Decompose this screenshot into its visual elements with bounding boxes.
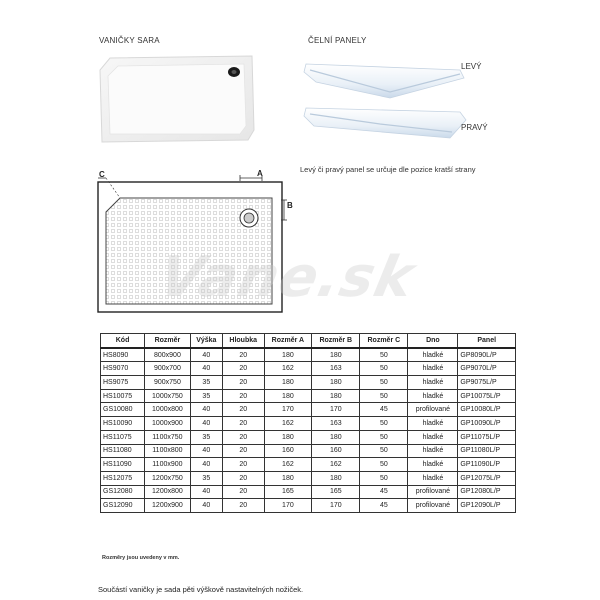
table-cell: GP9075L/P xyxy=(458,376,516,390)
table-cell: 180 xyxy=(312,376,360,390)
table-row xyxy=(101,444,516,458)
table-cell: 1200x750 xyxy=(145,471,191,485)
table-cell: 163 xyxy=(312,417,360,431)
table-row xyxy=(101,362,516,376)
table-cell: 40 xyxy=(190,417,222,431)
table-cell: 50 xyxy=(360,444,408,458)
table-cell: GP11080L/P xyxy=(458,444,516,458)
panel-right-label: PRAVÝ xyxy=(461,123,488,132)
table-cell: 20 xyxy=(222,471,264,485)
table-cell: 20 xyxy=(222,430,264,444)
table-cell: 40 xyxy=(190,499,222,513)
table-cell: 40 xyxy=(190,403,222,417)
table-cell: 180 xyxy=(312,430,360,444)
table-cell: 800x900 xyxy=(145,348,191,362)
table-cell: HS11090 xyxy=(101,458,145,472)
table-cell: hladké xyxy=(408,444,458,458)
table-cell: 165 xyxy=(312,485,360,499)
header-cell: Kód xyxy=(101,334,145,348)
table-cell: 50 xyxy=(360,362,408,376)
table-cell: hladké xyxy=(408,362,458,376)
table-cell: 45 xyxy=(360,499,408,513)
table-cell: HS9070 xyxy=(101,362,145,376)
table-cell: 20 xyxy=(222,376,264,390)
header-cell: Rozměr A xyxy=(264,334,312,348)
table-cell: 50 xyxy=(360,430,408,444)
table-cell: 1000x750 xyxy=(145,389,191,403)
table-cell: 180 xyxy=(312,389,360,403)
table-cell: 162 xyxy=(312,458,360,472)
table-cell: GP12075L/P xyxy=(458,471,516,485)
table-cell: 20 xyxy=(222,499,264,513)
table-cell: HS10090 xyxy=(101,417,145,431)
table-cell: 1200x800 xyxy=(145,485,191,499)
table-cell: 20 xyxy=(222,348,264,362)
table-cell: profilované xyxy=(408,403,458,417)
table-cell: hladké xyxy=(408,471,458,485)
table-cell: 50 xyxy=(360,376,408,390)
table-cell: hladké xyxy=(408,458,458,472)
dimension-c-label: C xyxy=(99,170,105,179)
panel-caption: Levý či pravý panel se určuje dle pozice kratší strany xyxy=(300,165,476,174)
header-cell: Rozměr C xyxy=(360,334,408,348)
table-cell: GS10080 xyxy=(101,403,145,417)
table-row xyxy=(101,430,516,444)
table-cell: GP10080L/P xyxy=(458,403,516,417)
spec-table xyxy=(100,333,516,513)
table-cell: 162 xyxy=(264,458,312,472)
table-cell: 180 xyxy=(312,471,360,485)
table-cell: 20 xyxy=(222,417,264,431)
table-cell: 50 xyxy=(360,348,408,362)
header-cell: Rozměr B xyxy=(312,334,360,348)
table-cell: hladké xyxy=(408,376,458,390)
table-cell: 170 xyxy=(264,403,312,417)
table-cell: HS10075 xyxy=(101,389,145,403)
table-cell: 170 xyxy=(312,499,360,513)
table-cell: 163 xyxy=(312,362,360,376)
table-cell: 180 xyxy=(264,348,312,362)
watermark: Vane.sk xyxy=(153,245,421,310)
table-cell: 1100x800 xyxy=(145,444,191,458)
table-row xyxy=(101,471,516,485)
table-row xyxy=(101,376,516,390)
table-cell: GS12080 xyxy=(101,485,145,499)
table-cell: 1200x900 xyxy=(145,499,191,513)
table-row xyxy=(101,499,516,513)
tray-title: VANIČKY SARA xyxy=(99,36,160,45)
table-cell: 20 xyxy=(222,444,264,458)
header-cell: Výška xyxy=(190,334,222,348)
table-cell: GP11075L/P xyxy=(458,430,516,444)
dimension-b-label: B xyxy=(287,201,293,210)
table-cell: 40 xyxy=(190,362,222,376)
table-cell: 20 xyxy=(222,485,264,499)
table-cell: GP10090L/P xyxy=(458,417,516,431)
table-cell: 170 xyxy=(264,499,312,513)
table-cell: 180 xyxy=(312,348,360,362)
table-cell: 165 xyxy=(264,485,312,499)
table-cell: 180 xyxy=(264,430,312,444)
table-cell: 1000x900 xyxy=(145,417,191,431)
table-cell: 160 xyxy=(312,444,360,458)
table-header-row xyxy=(101,334,516,348)
table-cell: 40 xyxy=(190,458,222,472)
table-cell: 1000x800 xyxy=(145,403,191,417)
table-cell: GP10075L/P xyxy=(458,389,516,403)
table-cell: HS9075 xyxy=(101,376,145,390)
table-cell: 170 xyxy=(312,403,360,417)
header-cell: Hloubka xyxy=(222,334,264,348)
table-row xyxy=(101,389,516,403)
panels-title: ČELNÍ PANELY xyxy=(308,36,367,45)
table-cell: profilované xyxy=(408,499,458,513)
front-panels-photo xyxy=(300,48,470,153)
table-cell: hladké xyxy=(408,417,458,431)
table-cell: 35 xyxy=(190,376,222,390)
header-cell: Dno xyxy=(408,334,458,348)
table-cell: HS11075 xyxy=(101,430,145,444)
table-cell: 40 xyxy=(190,444,222,458)
table-cell: 45 xyxy=(360,403,408,417)
table-cell: GP12090L/P xyxy=(458,499,516,513)
table-cell: HS12075 xyxy=(101,471,145,485)
table-cell: profilované xyxy=(408,485,458,499)
table-cell: 180 xyxy=(264,471,312,485)
table-cell: 162 xyxy=(264,362,312,376)
shower-tray-photo xyxy=(98,50,258,146)
table-cell: 20 xyxy=(222,362,264,376)
table-row xyxy=(101,403,516,417)
table-cell: GP8090L/P xyxy=(458,348,516,362)
table-cell: 50 xyxy=(360,389,408,403)
table-cell: 900x700 xyxy=(145,362,191,376)
header-cell: Panel xyxy=(458,334,516,348)
table-cell: 45 xyxy=(360,485,408,499)
table-cell: 180 xyxy=(264,376,312,390)
table-row xyxy=(101,458,516,472)
table-cell: 40 xyxy=(190,485,222,499)
table-row xyxy=(101,485,516,499)
table-cell: 40 xyxy=(190,348,222,362)
table-cell: 50 xyxy=(360,458,408,472)
table-cell: 1100x900 xyxy=(145,458,191,472)
table-cell: GS12090 xyxy=(101,499,145,513)
table-cell: hladké xyxy=(408,389,458,403)
table-cell: 162 xyxy=(264,417,312,431)
table-cell: HS8090 xyxy=(101,348,145,362)
table-cell: hladké xyxy=(408,348,458,362)
table-cell: 20 xyxy=(222,403,264,417)
table-cell: GP9070L/P xyxy=(458,362,516,376)
table-cell: 50 xyxy=(360,471,408,485)
table-cell: 900x750 xyxy=(145,376,191,390)
table-cell: 50 xyxy=(360,417,408,431)
table-cell: GP12080L/P xyxy=(458,485,516,499)
table-note: Rozměry jsou uvedeny v mm. xyxy=(102,555,180,561)
table-cell: 160 xyxy=(264,444,312,458)
footer-text: Součástí vaničky je sada pěti výškově nastavitelných nožiček. xyxy=(98,585,304,594)
table-cell: 20 xyxy=(222,458,264,472)
table-cell: HS11080 xyxy=(101,444,145,458)
table-cell: hladké xyxy=(408,430,458,444)
header-cell: Rozměr xyxy=(145,334,191,348)
table-cell: GP11090L/P xyxy=(458,458,516,472)
dimension-a-label: A xyxy=(257,169,263,178)
table-cell: 1100x750 xyxy=(145,430,191,444)
table-row xyxy=(101,348,516,362)
panel-left-label: LEVÝ xyxy=(461,62,482,71)
table-cell: 180 xyxy=(264,389,312,403)
table-cell: 35 xyxy=(190,471,222,485)
table-row xyxy=(101,417,516,431)
table-cell: 35 xyxy=(190,389,222,403)
table-cell: 20 xyxy=(222,389,264,403)
table-cell: 35 xyxy=(190,430,222,444)
